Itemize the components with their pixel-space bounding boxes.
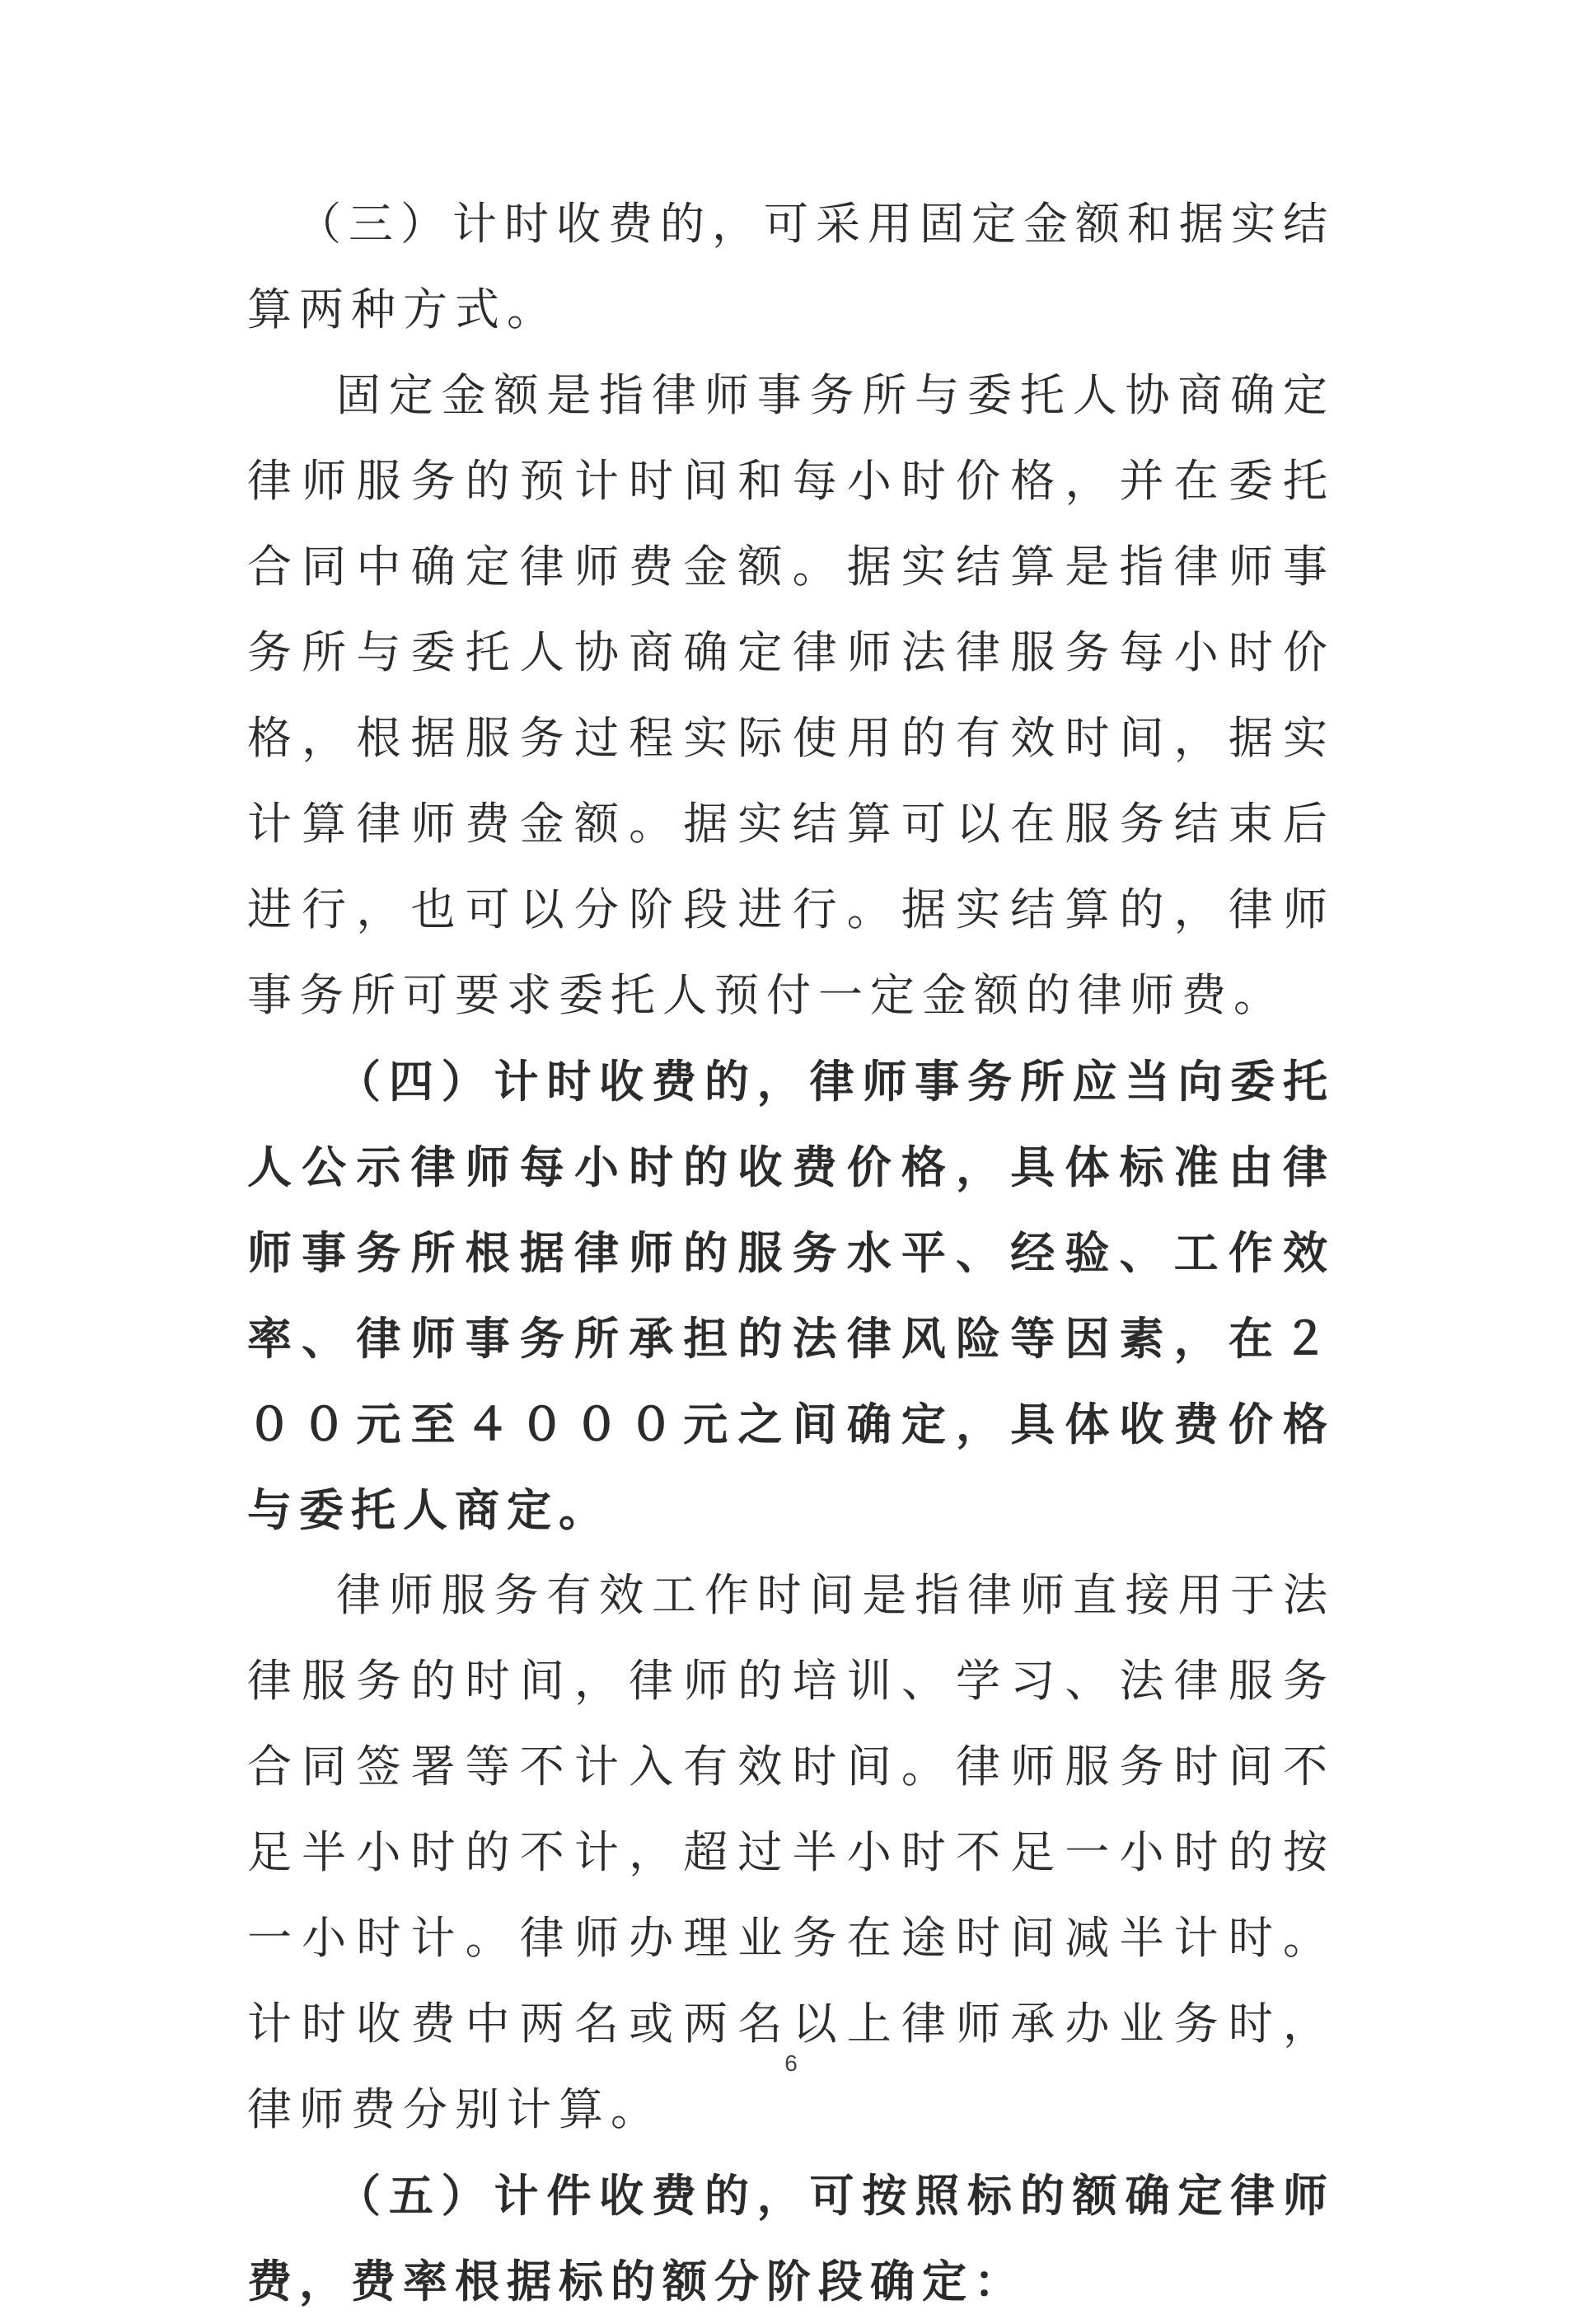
paragraph-fixed-amount: 固定金额是指律师事务所与委托人协商确定律师服务的预计时间和每小时价格，并在委托合同中确定律师费金额。据实结算是指律师事务所与委托人协商确定律师法律服务每小时价格，根据服务过程实际使用的有效时间，据实计算律师费金额。据实结算可以在服务结束后进行，也可以分阶段进行。据实结算的，律师事务所可要求委托人预付一定金额的律师费。 [247,369,1335,1021]
paragraph-section-5: （五）计件收费的，可按照标的额确定律师费，费率根据标的额分阶段确定： [247,2169,1335,2308]
paragraph-section-4: （四）计时收费的，律师事务所应当向委托人公示律师每小时的收费价格，具体标准由律师事务所根据律师的服务水平、经验、工作效率、律师事务所承担的法律风险等因素，在２００元至４０００元之间确定，具体收费价格与委托人商定。 [247,1055,1335,1536]
paragraph-section-3: （三）计时收费的，可采用固定金额和据实结算两种方式。 [247,198,1335,335]
page-number: 6 [784,2050,798,2076]
body-text [247,181,1335,2324]
paragraph-effective-time: 律师服务有效工作时间是指律师直接用于法律服务的时间，律师的培训、学习、法律服务合同签署等不计入有效时间。律师服务时间不足半小时的不计，超过半小时不足一小时的按一小时计。律师办理业务在途时间减半计时。计时收费中两名或两名以上律师承办业务时，律师费分别计算。 [247,1569,1335,2135]
